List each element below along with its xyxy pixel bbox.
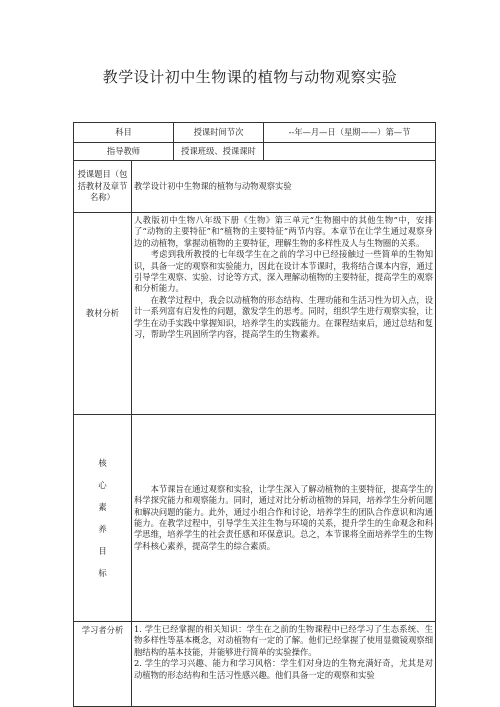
- textbook-analysis-paragraph: 考虑到我所教授的七年级学生在之前的学习中已经接触过一些简单的生物知识，具备一定的观察和实验能力，因此在设计本节课时，我将结合课本内容，通过引导学生观察、实验、讨论等方式，深入理解动植物的主要特征，提高学生的观察和分析能力。: [134, 249, 434, 294]
- class-time-label: 授课班级、授课课时: [174, 143, 264, 161]
- class-time-value: [264, 143, 436, 161]
- textbook-analysis-row: [74, 213, 436, 415]
- core-literacy-label-char: 标: [98, 568, 107, 578]
- topic-row: [74, 161, 436, 213]
- learner-analysis-row: [74, 622, 436, 707]
- subject-label: 科目: [74, 123, 174, 143]
- core-literacy-label-char: 目: [98, 546, 107, 556]
- teaching-time-value: --年—月—日（星期——）第—节: [264, 123, 436, 143]
- learner-analysis-content: [132, 622, 436, 707]
- core-literacy-label-char: 心: [98, 480, 107, 490]
- learner-analysis-item: 1. 学生已经掌握的相关知识：学生在之前的生物课程中已经学习了生态系统、生物多样性等基本概念，对动植物有一定的了解。他们已经掌握了使用显微镜观察细胞结构的基本技能，并能够进行简单的实验操作。: [134, 624, 434, 657]
- teacher-row: [74, 143, 436, 161]
- teacher-label: 指导教师: [74, 143, 174, 161]
- textbook-analysis-content: [132, 213, 436, 415]
- learner-analysis-label: 学习者分析: [74, 622, 132, 707]
- textbook-analysis-label: 教材分析: [74, 213, 132, 415]
- subject-row: [74, 123, 436, 143]
- lesson-plan-table: [73, 122, 436, 707]
- teaching-time-label: 授课时间节次: [174, 123, 264, 143]
- topic-label: 授课题目（包括教材及章节名称）: [74, 161, 132, 213]
- textbook-analysis-paragraph: 在教学过程中，我会以动植物的形态结构、生理功能和生活习性为切入点，设计一系列富有启发性的问题，激发学生的思考。同时，组织学生进行观察实验，让学生在动手实践中掌握知识，培养学生的实践能力。在课程结束后，通过总结和复习，帮助学生巩固所学内容，提高学生的生物素养。: [134, 294, 434, 340]
- core-literacy-label-char: 素: [98, 502, 107, 512]
- core-literacy-content: 本节课旨在通过观察和实验，让学生深入了解动植物的主要特征，提高学生的科学探究能力和观察能力。同时，通过对比分析动植物的异同，培养学生分析问题和解决问题的能力。此外，通过小组合作和讨论，培养学生的团队合作意识和沟通能力。在教学过程中，引导学生关注生物与环境的关系，提升学生的生命观念和科学思维，培养学生的社会责任感和环保意识。总之，本节课将全面培养学生的生物学科核心素养，提高学生的综合素质。: [132, 415, 436, 622]
- core-literacy-label-char: 核: [98, 458, 107, 468]
- core-literacy-label-char: 养: [98, 524, 107, 534]
- topic-value: 教学设计初中生物课的植物与动物观察实验: [132, 161, 436, 213]
- textbook-analysis-paragraph: 人教版初中生物八年级下册《生物》第三单元“生物圈中的其他生物”中，安排了“动物的主要特征”和“植物的主要特征”两节内容。本章节在让学生通过观察身边的动植物，掌握动植物的主要特征，理解生物的多样性及人与生物圈的关系。: [134, 215, 434, 248]
- core-literacy-label: [74, 415, 132, 622]
- page-title: 教学设计初中生物课的植物与动物观察实验: [102, 68, 398, 86]
- core-literacy-row: [74, 415, 436, 622]
- learner-analysis-item: 2. 学生的学习兴趣、能力和学习风格：学生们对身边的生物充满好奇，尤其是对动植物的形态结构和生活习性感兴趣。他们具备一定的观察和实验: [134, 658, 434, 680]
